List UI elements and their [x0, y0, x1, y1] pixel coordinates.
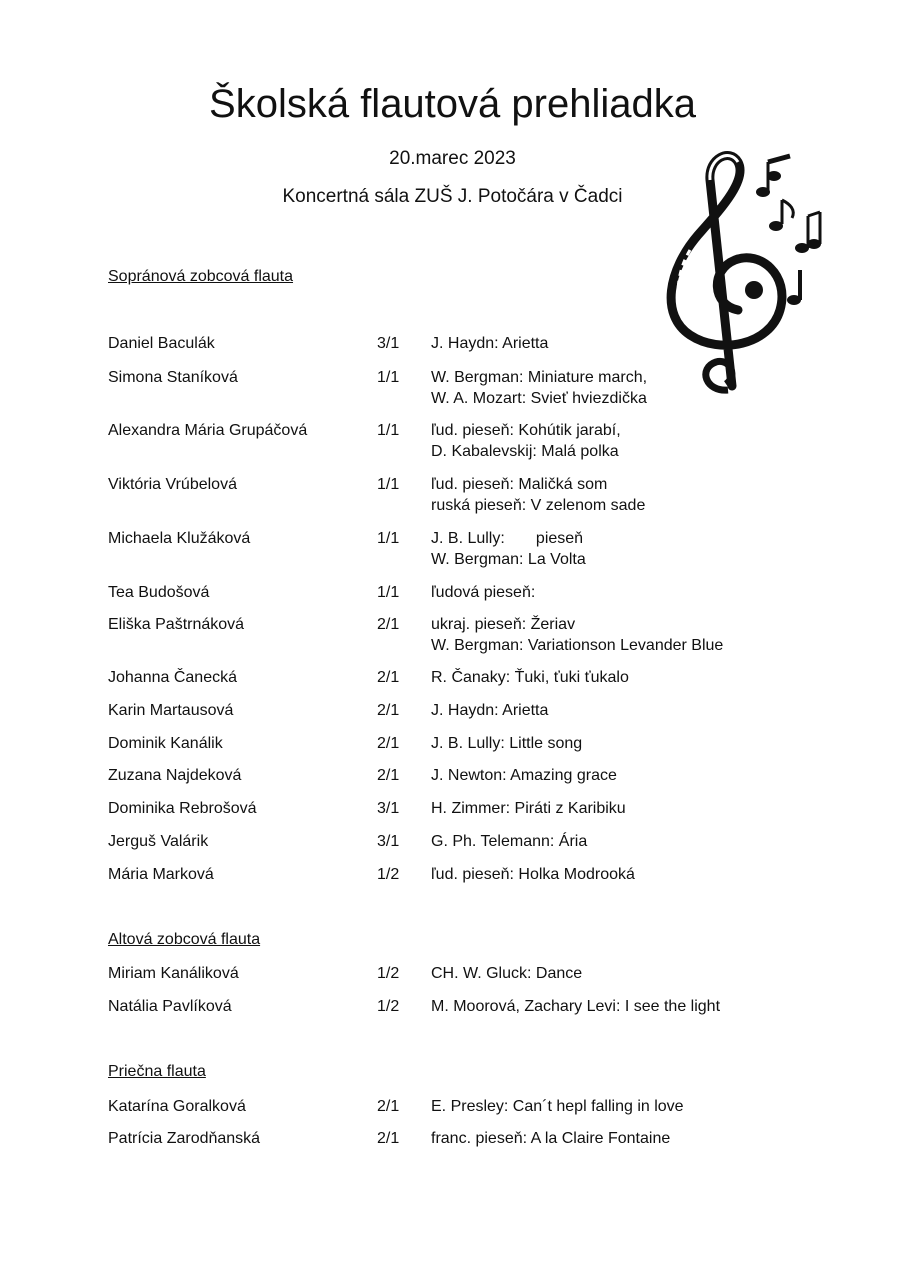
page-title: Školská flautová prehliadka	[209, 82, 696, 126]
performer-name: Patrícia Zarodňanská	[108, 1130, 261, 1147]
performer-name: Tea Budošová	[108, 584, 210, 601]
performer-pieces: J. Haydn: Arietta	[431, 335, 549, 352]
section-heading-alto: Altová zobcová flauta	[108, 931, 261, 948]
performer-grade: 1/1	[377, 369, 400, 386]
performer-pieces: J. B. Lully: pieseň W. Bergman: La Volta	[431, 530, 586, 568]
performer-pieces: J. B. Lully: Little song	[431, 735, 583, 752]
performer-name: Michaela Klužáková	[108, 530, 251, 547]
performer-name: Daniel Baculák	[108, 335, 215, 352]
performer-pieces: ukraj. pieseň: Žeriav W. Bergman: Variationson Levander Blue	[431, 616, 724, 654]
performer-grade: 2/1	[377, 735, 400, 752]
performer-pieces: M. Moorová, Zachary Levi: I see the light	[431, 998, 721, 1015]
performer-grade: 2/1	[377, 1098, 400, 1115]
performer-name: Jerguš Valárik	[108, 833, 209, 850]
performer-grade: 1/1	[377, 530, 400, 547]
performer-grade: 1/2	[377, 866, 400, 883]
performer-name: Karin Martausová	[108, 702, 234, 719]
section-heading-soprano: Sopránová zobcová flauta	[108, 268, 294, 285]
section-heading-transverse: Priečna flauta	[108, 1063, 206, 1080]
performer-grade: 2/1	[377, 669, 400, 686]
performer-pieces: ľud. pieseň: Maličká som ruská pieseň: V zelenom sade	[431, 476, 646, 514]
performer-name: Viktória Vrúbelová	[108, 476, 237, 493]
performer-pieces: CH. W. Gluck: Dance	[431, 965, 583, 982]
performer-grade: 2/1	[377, 702, 400, 719]
performer-pieces: ľud. pieseň: Kohútik jarabí, D. Kabalevskij: Malá polka	[431, 422, 621, 460]
performer-pieces: ľud. pieseň: Holka Modrooká	[431, 866, 635, 883]
performer-name: Dominik Kanálik	[108, 735, 223, 752]
treble-clef-with-notes-icon	[650, 140, 840, 400]
performer-grade: 3/1	[377, 335, 400, 352]
performer-pieces: E. Presley: Can´t hepl falling in love	[431, 1098, 684, 1115]
performer-pieces: H. Zimmer: Piráti z Karibiku	[431, 800, 626, 817]
performer-grade: 1/2	[377, 965, 400, 982]
performer-name: Dominika Rebrošová	[108, 800, 257, 817]
performer-name: Miriam Kanáliková	[108, 965, 239, 982]
performer-pieces: G. Ph. Telemann: Ária	[431, 833, 588, 850]
performer-name: Zuzana Najdeková	[108, 767, 242, 784]
performer-grade: 1/1	[377, 584, 400, 601]
performer-grade: 3/1	[377, 800, 400, 817]
performer-name: Eliška Paštrnáková	[108, 616, 245, 633]
performer-grade: 2/1	[377, 616, 400, 633]
performer-grade: 1/1	[377, 422, 400, 439]
performer-grade: 3/1	[377, 833, 400, 850]
performer-pieces: R. Čanaky: Ťuki, ťuki ťukalo	[431, 669, 629, 686]
performer-grade: 2/1	[377, 1130, 400, 1147]
performer-name: Katarína Goralková	[108, 1098, 246, 1115]
performer-name: Alexandra Mária Grupáčová	[108, 422, 308, 439]
performer-grade: 2/1	[377, 767, 400, 784]
performer-pieces: J. Haydn: Arietta	[431, 702, 549, 719]
event-venue: Koncertná sála ZUŠ J. Potočára v Čadci	[282, 186, 623, 207]
performer-name: Mária Marková	[108, 866, 214, 883]
performer-grade: 1/1	[377, 476, 400, 493]
performer-pieces: ľudová pieseň:	[431, 584, 536, 601]
performer-name: Simona Staníková	[108, 369, 238, 386]
performer-pieces: franc. pieseň: A la Claire Fontaine	[431, 1130, 671, 1147]
event-date: 20.marec 2023	[389, 148, 516, 169]
performer-name: Natália Pavlíková	[108, 998, 232, 1015]
performer-name: Johanna Čanecká	[108, 669, 237, 686]
performer-pieces: J. Newton: Amazing grace	[431, 767, 617, 784]
performer-grade: 1/2	[377, 998, 400, 1015]
performer-pieces: W. Bergman: Miniature march, W. A. Mozart: Svieť hviezdička	[431, 369, 648, 407]
